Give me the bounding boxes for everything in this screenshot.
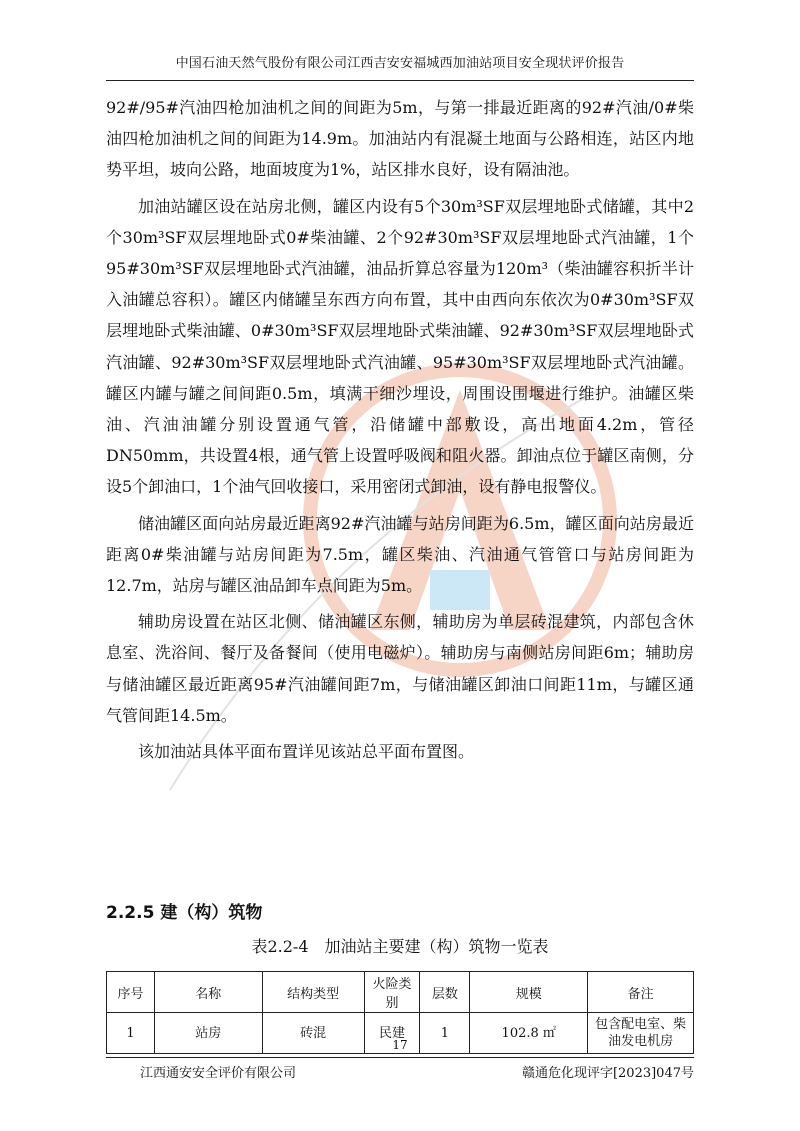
table-cell: 砖混 [262,1013,364,1054]
paragraph: 加油站罐区设在站房北侧，罐区内设有5个30m³SF双层埋地卧式储罐，其中2个30m³SF双层埋地卧式0#柴油罐、2个92#30m³SF双层埋地卧式汽油罐，1个95#30m³SF双层埋地卧式汽油罐，油品折算总容量为120m³（柴油罐容积折半计入油罐总容积）。罐区内储罐呈东西方向布置，其中由西向东依次为0#30m³SF双层埋地卧式柴油罐、0#30m³SF双层埋地卧式柴油罐、92#30m³SF双层埋地卧式汽油罐、92#30m³SF双层埋地卧式汽油罐、95#30m³SF双层埋地卧式汽油罐。罐区内罐与罐之间间距0.5m，填满干细沙埋设，周围设围堰进行维护。油罐区柴油、汽油油罐分别设置通气管，沿储罐中部敷设，高出地面4.2m，管径DN50mm，共设置4根，通气管上设置呼吸阀和阻火器。卸油点位于罐区南侧，分设5个卸油口，1个油气回收接口，采用密闭式卸油，设有静电报警仪。 [106,196,694,497]
table-header-cell: 序号 [107,972,155,1013]
table-cell: 1 [107,1013,155,1054]
table-header-cell: 规模 [470,972,588,1013]
table-cell: 1 [420,1013,470,1054]
table-header-row [107,972,694,1013]
table-header-cell: 备注 [588,972,694,1013]
page-number: 17 [392,1038,408,1052]
footer-divider [106,1057,694,1058]
paragraph: 储油罐区面向站房最近距离92#汽油罐与站房间距为6.5m，罐区面向站房最近距离0#柴油罐与站房间距为7.5m，罐区柴油、汽油通气管管口与站房间距为12.7m，站房与罐区油品卸车点间距为5m。 [106,513,694,596]
paragraph: 该加油站具体平面布置详见该站总平面布置图。 [138,742,475,762]
footer-company: 江西通安安全评价有限公司 [140,1066,297,1081]
table-header-cell: 名称 [154,972,262,1013]
table-header-cell: 结构类型 [262,972,364,1013]
header-divider [106,80,694,81]
table-cell: 102.8 ㎡ [470,1013,588,1054]
paragraph: 辅助房设置在站区北侧、储油罐区东侧，辅助房为单层砖混建筑，内部包含休息室、洗浴间、餐厅及备餐间（使用电磁炉）。辅助房与南侧站房间距6m；辅助房与储油罐区最近距离95#汽油罐间距7m，与储油罐区卸油口间距11m，与罐区通气管间距14.5m。 [106,612,694,725]
body-text [106,92,694,772]
table-header-cell: 火险类别 [364,972,420,1013]
paragraph: 92#/95#汽油四枪加油机之间的间距为5m，与第一排最近距离的92#汽油/0#柴油四枪加油机之间的间距为14.9m。加油站内有混凝土地面与公路相连，站区内地势平坦，坡向公路，地面坡度为1%，站区排水良好，设有隔油池。 [106,98,694,180]
page-header: 中国石油天然气股份有限公司江西吉安安福城西加油站项目安全现状评价报告 [175,56,625,71]
table-cell: 包含配电室、柴油发电机房 [588,1013,694,1054]
footer-report-number: 赣通危化现评字[2023]047号 [521,1066,694,1081]
table-caption: 表2.2-4 加油站主要建（构）筑物一览表 [251,937,549,956]
table-cell: 站房 [154,1013,262,1054]
table-header-cell: 层数 [420,972,470,1013]
table-cell: 民建 [364,1013,420,1054]
section-heading: 2.2.5 建（构）筑物 [106,903,263,923]
